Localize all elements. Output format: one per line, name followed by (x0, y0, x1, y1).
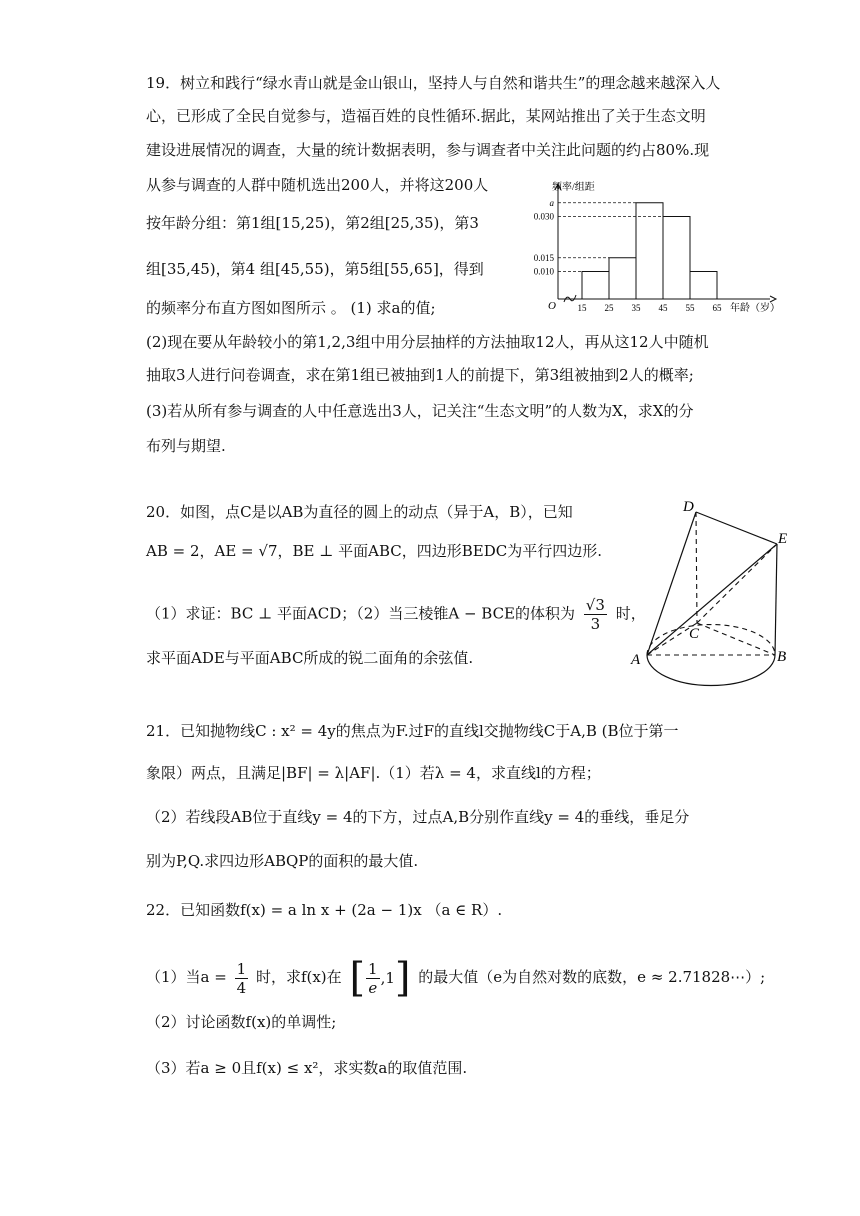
axis-break-mark (564, 295, 576, 302)
x-axis-arrow (770, 296, 776, 302)
q20-line-3-text: （1）求证：BC ⊥ 平面ACD；（2）当三棱锥A − BCE的体积为 (146, 604, 576, 623)
q21-line-2: 象限）两点，且满足|BF| = λ|AF|.（1）若λ = 4，求直线l的方程； (146, 764, 601, 782)
fraction-sqrt3-over-3 (584, 596, 607, 633)
histogram-bar (582, 272, 609, 300)
fraction-denominator: e (368, 978, 378, 997)
q20-line-4: 求平面ADE与平面ABC所成的锐二面角的余弦值. (146, 649, 474, 667)
fraction-numerator: 1 (236, 959, 247, 978)
q19-line-11: 布列与期望. (146, 437, 226, 455)
interval-bracket (349, 955, 411, 1001)
x-axis-label: 年龄（岁） (730, 303, 780, 314)
y-tick-label: 0.015 (533, 252, 554, 263)
q19-line-10: (3)若从所有参与调查的人中任意选出3人，记关注“生态文明”的人数为X，求X的分 (146, 402, 694, 420)
fraction-one-quarter (235, 960, 249, 997)
q22-line-2-text-a: （1）当a = (146, 968, 227, 986)
y-tick-label: 0.010 (533, 266, 554, 277)
q20-line-3-tail: 时， (615, 604, 646, 623)
y-tick-label: 0.030 (533, 211, 554, 222)
q22-line-2-text-c: 的最大值（e为自然对数的底数，e ≈ 2.71828⋯）; (418, 968, 766, 986)
q19-line-6: 组[35,45)，第4 组[45,55)，第5组[55,65]，得到 (146, 260, 484, 278)
x-tick-label: 55 (685, 303, 695, 313)
histogram-bar (609, 258, 636, 299)
q19-line-7: 的频率分布直方图如图所示 。 (1) 求a的值; (146, 299, 436, 317)
q21-line-4: 别为P,Q.求四边形ABQP的面积的最大值. (146, 852, 419, 870)
fraction-denominator: 4 (236, 978, 247, 997)
interval-fraction (366, 960, 380, 997)
histogram-bar (690, 272, 717, 300)
q20-line-1: 20．如图，点C是以AB为直径的圆上的动点（异于A，B），已知 (146, 503, 573, 521)
q19-line-5: 按年龄分组：第1组[15,25)，第2组[25,35)，第3 (146, 214, 479, 232)
interval-upper: ,1 (380, 969, 395, 987)
label-B: B (777, 649, 787, 665)
frequency-histogram (520, 172, 790, 322)
q22-line-4: （3）若a ≥ 0且f(x) ≤ x²，求实数a的取值范围. (146, 1059, 468, 1077)
x-tick-label: 65 (712, 303, 722, 313)
q19-line-9: 抽取3人进行问卷调查，求在第1组已被抽到1人的前提下，第3组被抽到2人的概率; (146, 366, 694, 384)
histogram-bar (636, 203, 663, 299)
right-bracket: ] (394, 955, 411, 1001)
label-E: E (778, 531, 788, 547)
q20-line-2: AB = 2，AE = √7，BE ⊥ 平面ABC，四边形BEDC为平行四边形. (146, 542, 602, 560)
q22-line-1: 22．已知函数f(x) = a ln x + (2a − 1)x （a ∈ R）. (146, 901, 503, 919)
left-bracket: [ (349, 955, 366, 1001)
x-tick-label: 45 (658, 303, 668, 313)
label-A: A (631, 652, 641, 668)
q22-line-2-text-b: 时，求f(x)在 (255, 968, 342, 986)
circle-front-arc (647, 655, 775, 685)
q22-line-2 (146, 955, 766, 1001)
q22-line-3: （2）讨论函数f(x)的单调性; (146, 1013, 337, 1031)
geometry-figure (625, 495, 800, 700)
fraction-numerator: √3 (585, 596, 605, 614)
q20-line-3 (146, 596, 646, 633)
q19-line-1: 19．树立和践行“绿水青山就是金山银山，坚持人与自然和谐共生”的理念越来越深入人 (146, 74, 721, 92)
y-axis-label: 频率/组距 (552, 182, 595, 193)
label-C: C (689, 626, 700, 642)
q19-line-3: 建设进展情况的调查，大量的统计数据表明，参与调查者中关注此问题的约占80%.现 (146, 141, 710, 159)
label-D: D (683, 499, 694, 515)
q19-line-4: 从参与调查的人群中随机选出200人，并将这200人 (146, 176, 489, 194)
q19-line-8: (2)现在要从年龄较小的第1,2,3组中用分层抽样的方法抽取12人，再从这12人中随机 (146, 333, 709, 351)
histogram-bar (663, 217, 690, 300)
q21-line-3: （2）若线段AB位于直线y = 4的下方，过点A,B分别作直线y = 4的垂线，垂足分 (146, 808, 690, 826)
origin-label: O (548, 300, 556, 312)
x-tick-label: 35 (631, 303, 641, 313)
fraction-denominator: 3 (590, 615, 601, 633)
q19-line-2: 心，已形成了全民自觉参与，造福百姓的良性循环.据此，某网站推出了关于生态文明 (146, 107, 706, 125)
q21-line-1: 21．已知抛物线C : x² = 4y的焦点为F.过F的直线l交抛物线C于A,B (B位于第一 (146, 722, 679, 740)
fraction-numerator: 1 (368, 959, 378, 978)
x-tick-label: 25 (604, 303, 614, 313)
circle-back-arc (647, 625, 775, 655)
x-tick-label: 15 (577, 303, 587, 313)
y-tick-label: a (549, 197, 554, 208)
